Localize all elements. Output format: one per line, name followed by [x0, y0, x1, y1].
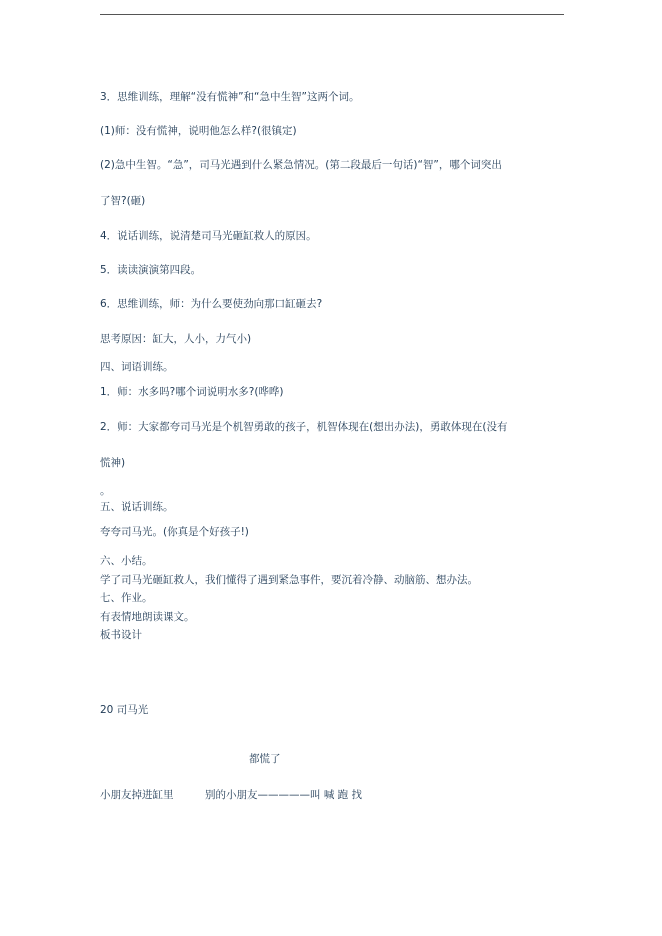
board-child-fell: 小朋友掉进缸里: [100, 789, 174, 801]
summary-line: 学了司马光砸缸救人，我们懂得了遇到紧急事件，要沉着冷静、动脑筋、想办法。: [100, 574, 478, 586]
item-5-read-and-act: 5．读读演演第四段。: [100, 264, 202, 276]
vocab-item-2: 2．师：大家都夸司马光是个机智勇敢的孩子，机智体现在(想出办法)，勇敢体现在(没有: [100, 421, 508, 433]
item-4-speaking-training: 4．说话训练，说清楚司马光砸缸救人的原因。: [100, 230, 317, 242]
item-3-thinking-training: 3．思维训练，理解“没有慌神”和“急中生智”这两个词。: [100, 91, 360, 103]
board-title: 20 司马光: [100, 704, 149, 716]
board-other-children: 别的小朋友—————叫 喊 跑 找: [205, 789, 363, 801]
board-panicked: 都慌了: [249, 753, 281, 765]
board-design-heading: 板书设计: [100, 629, 142, 641]
section-4-heading: 四、词语训练。: [100, 361, 174, 373]
section-7-heading: 七、作业。: [100, 592, 153, 604]
item-3-sub-2-continued: 了智?(砸): [100, 195, 146, 207]
vocab-item-1: 1．师：水多吗?哪个词说明水多?(哗哗): [100, 386, 284, 398]
section-5-heading: 五、说话训练。: [100, 501, 174, 513]
homework-line: 有表情地朗读课文。: [100, 611, 195, 623]
vocab-item-2-continued: 慌神): [100, 457, 126, 469]
item-3-sub-2: (2)急中生智。“急”，司马光遇到什么紧急情况。(第二段最后一句话)“智”，哪个词突出: [100, 159, 502, 171]
item-3-sub-1: (1)师：没有慌神，说明他怎么样?(很镇定): [100, 125, 297, 137]
reason-line: 思考原因：缸大，人小，力气小): [100, 333, 252, 345]
period-mark: 。: [100, 485, 111, 497]
item-6-thinking-training: 6．思维训练，师：为什么要使劲向那口缸砸去?: [100, 298, 323, 310]
praise-line: 夸夸司马光。(你真是个好孩子!): [100, 526, 249, 538]
section-6-heading: 六、小结。: [100, 555, 153, 567]
header-rule: [100, 14, 564, 15]
